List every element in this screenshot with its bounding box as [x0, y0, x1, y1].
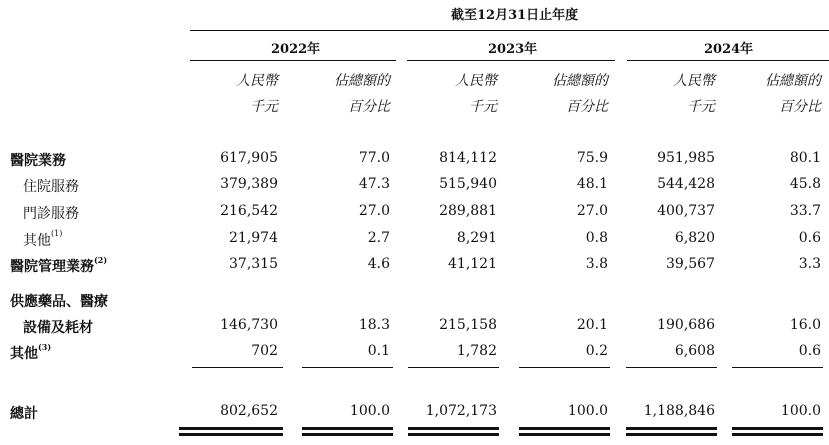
cell-total-2023-amount: 1,072,173	[425, 403, 497, 419]
cell-supply-2024-amount: 190,686	[657, 317, 715, 333]
cell-other3-2023-pct: 0.2	[585, 343, 608, 359]
cell-outpatient-2023-pct: 27.0	[576, 203, 608, 219]
unit-2023-amount-l2: 千元	[469, 99, 497, 115]
cell-supply-2022-amount: 146,730	[220, 317, 278, 333]
row-label-hospital-management: 醫院管理業務$^{(2)}$	[10, 255, 108, 275]
cell-outpatient-2023-amount: 289,881	[439, 203, 497, 219]
total-double-rule	[179, 433, 283, 436]
cell-mgmt-2024-pct: 3.3	[798, 256, 821, 272]
cell-other3-2024-pct: 0.6	[798, 343, 821, 359]
unit-2022-pct-l1: 佔總額的	[334, 73, 390, 89]
cell-mgmt-2024-amount: 39,567	[666, 256, 715, 272]
total-double-rule	[626, 433, 717, 436]
year-rule-2024	[627, 60, 829, 61]
cell-other1-2024-amount: 6,820	[674, 230, 715, 246]
cell-supply-2024-pct: 16.0	[789, 317, 821, 333]
year-2023: 2023年	[488, 42, 538, 57]
cell-other1-2023-amount: 8,291	[456, 230, 497, 246]
cell-inpatient-2024-amount: 544,428	[657, 176, 715, 192]
unit-2023-pct-l2: 百分比	[566, 99, 608, 115]
cell-outpatient-2022-pct: 27.0	[358, 203, 390, 219]
cell-mgmt-2022-amount: 37,315	[229, 256, 278, 272]
total-double-rule	[519, 427, 610, 430]
total-double-rule	[408, 433, 499, 436]
row-label-other-hospital: 其他$^{(1)}$	[23, 229, 63, 249]
cell-hospital-2023-pct: 75.9	[576, 150, 608, 166]
cell-total-2024-amount: 1,188,846	[643, 403, 715, 419]
cell-total-2024-pct: 100.0	[780, 403, 821, 419]
total-double-rule	[408, 427, 499, 430]
cell-hospital-2022-pct: 77.0	[358, 150, 390, 166]
unit-2022-pct-l2: 百分比	[348, 99, 390, 115]
footnote-marker: (3)	[38, 342, 52, 352]
unit-2024-pct-l1: 佔總額的	[765, 73, 821, 89]
cell-other1-2023-pct: 0.8	[585, 230, 608, 246]
row-label-supply-line2: 設備及耗材	[23, 320, 93, 336]
row-label-total: 總計	[10, 406, 38, 422]
subtotal-rule	[408, 367, 499, 368]
period-title: 截至12月31日止年度	[451, 8, 579, 23]
cell-inpatient-2023-amount: 515,940	[439, 176, 497, 192]
unit-2022-amount-l1: 人民幣	[236, 73, 278, 89]
row-label-other: 其他$^{(3)}$	[10, 342, 52, 362]
row-label-hospital-business: 醫院業務	[10, 153, 66, 169]
unit-2024-amount-l1: 人民幣	[673, 73, 715, 89]
cell-total-2022-amount: 802,652	[220, 403, 278, 419]
unit-2023-amount-l1: 人民幣	[455, 73, 497, 89]
cell-total-2023-pct: 100.0	[567, 403, 608, 419]
subtotal-rule	[732, 367, 823, 368]
cell-mgmt-2023-pct: 3.8	[585, 256, 608, 272]
total-double-rule	[302, 427, 393, 430]
footnote-marker: (1)	[51, 229, 63, 238]
total-double-rule	[626, 427, 717, 430]
row-label-supply-line1: 供應藥品、醫療	[10, 294, 108, 310]
cell-hospital-2022-amount: 617,905	[220, 150, 278, 166]
cell-other3-2022-pct: 0.1	[367, 343, 390, 359]
cell-outpatient-2022-amount: 216,542	[220, 203, 278, 219]
cell-inpatient-2022-amount: 379,389	[220, 176, 278, 192]
cell-other1-2022-amount: 21,974	[229, 230, 278, 246]
year-rule-2022	[190, 60, 396, 61]
subtotal-rule	[192, 367, 283, 368]
unit-2024-pct-l2: 百分比	[779, 99, 821, 115]
cell-mgmt-2023-amount: 41,121	[448, 256, 497, 272]
cell-total-2022-pct: 100.0	[349, 403, 390, 419]
total-double-rule	[179, 427, 283, 430]
unit-2022-amount-l2: 千元	[250, 99, 278, 115]
cell-other3-2022-amount: 702	[251, 343, 278, 359]
cell-other3-2023-amount: 1,782	[456, 343, 497, 359]
cell-mgmt-2022-pct: 4.6	[367, 256, 390, 272]
cell-inpatient-2022-pct: 47.3	[358, 176, 390, 192]
cell-inpatient-2023-pct: 48.1	[576, 176, 608, 192]
unit-2024-amount-l2: 千元	[687, 99, 715, 115]
cell-hospital-2024-amount: 951,985	[657, 150, 715, 166]
cell-hospital-2023-amount: 814,112	[439, 150, 497, 166]
cell-supply-2022-pct: 18.3	[358, 317, 390, 333]
cell-outpatient-2024-pct: 33.7	[789, 203, 821, 219]
total-double-rule	[519, 433, 610, 436]
cell-inpatient-2024-pct: 45.8	[789, 176, 821, 192]
total-double-rule	[732, 433, 823, 436]
cell-other1-2022-pct: 2.7	[367, 230, 390, 246]
row-label-outpatient: 門診服務	[23, 206, 79, 222]
cell-supply-2023-amount: 215,158	[439, 317, 497, 333]
cell-other1-2024-pct: 0.6	[798, 230, 821, 246]
year-rule-2023	[407, 60, 615, 61]
year-2022: 2022年	[271, 42, 321, 57]
total-double-rule	[302, 433, 393, 436]
cell-other3-2024-amount: 6,608	[674, 343, 715, 359]
subtotal-rule	[626, 367, 717, 368]
subtotal-rule	[302, 367, 393, 368]
cell-supply-2023-pct: 20.1	[576, 317, 608, 333]
unit-2023-pct-l1: 佔總額的	[552, 73, 608, 89]
title-rule	[190, 30, 829, 31]
year-2024: 2024年	[704, 42, 754, 57]
total-double-rule	[732, 427, 823, 430]
cell-hospital-2024-pct: 80.1	[789, 150, 821, 166]
cell-outpatient-2024-amount: 400,737	[657, 203, 715, 219]
row-label-inpatient: 住院服務	[23, 179, 79, 195]
footnote-marker: (2)	[94, 255, 108, 265]
subtotal-rule	[519, 367, 610, 368]
